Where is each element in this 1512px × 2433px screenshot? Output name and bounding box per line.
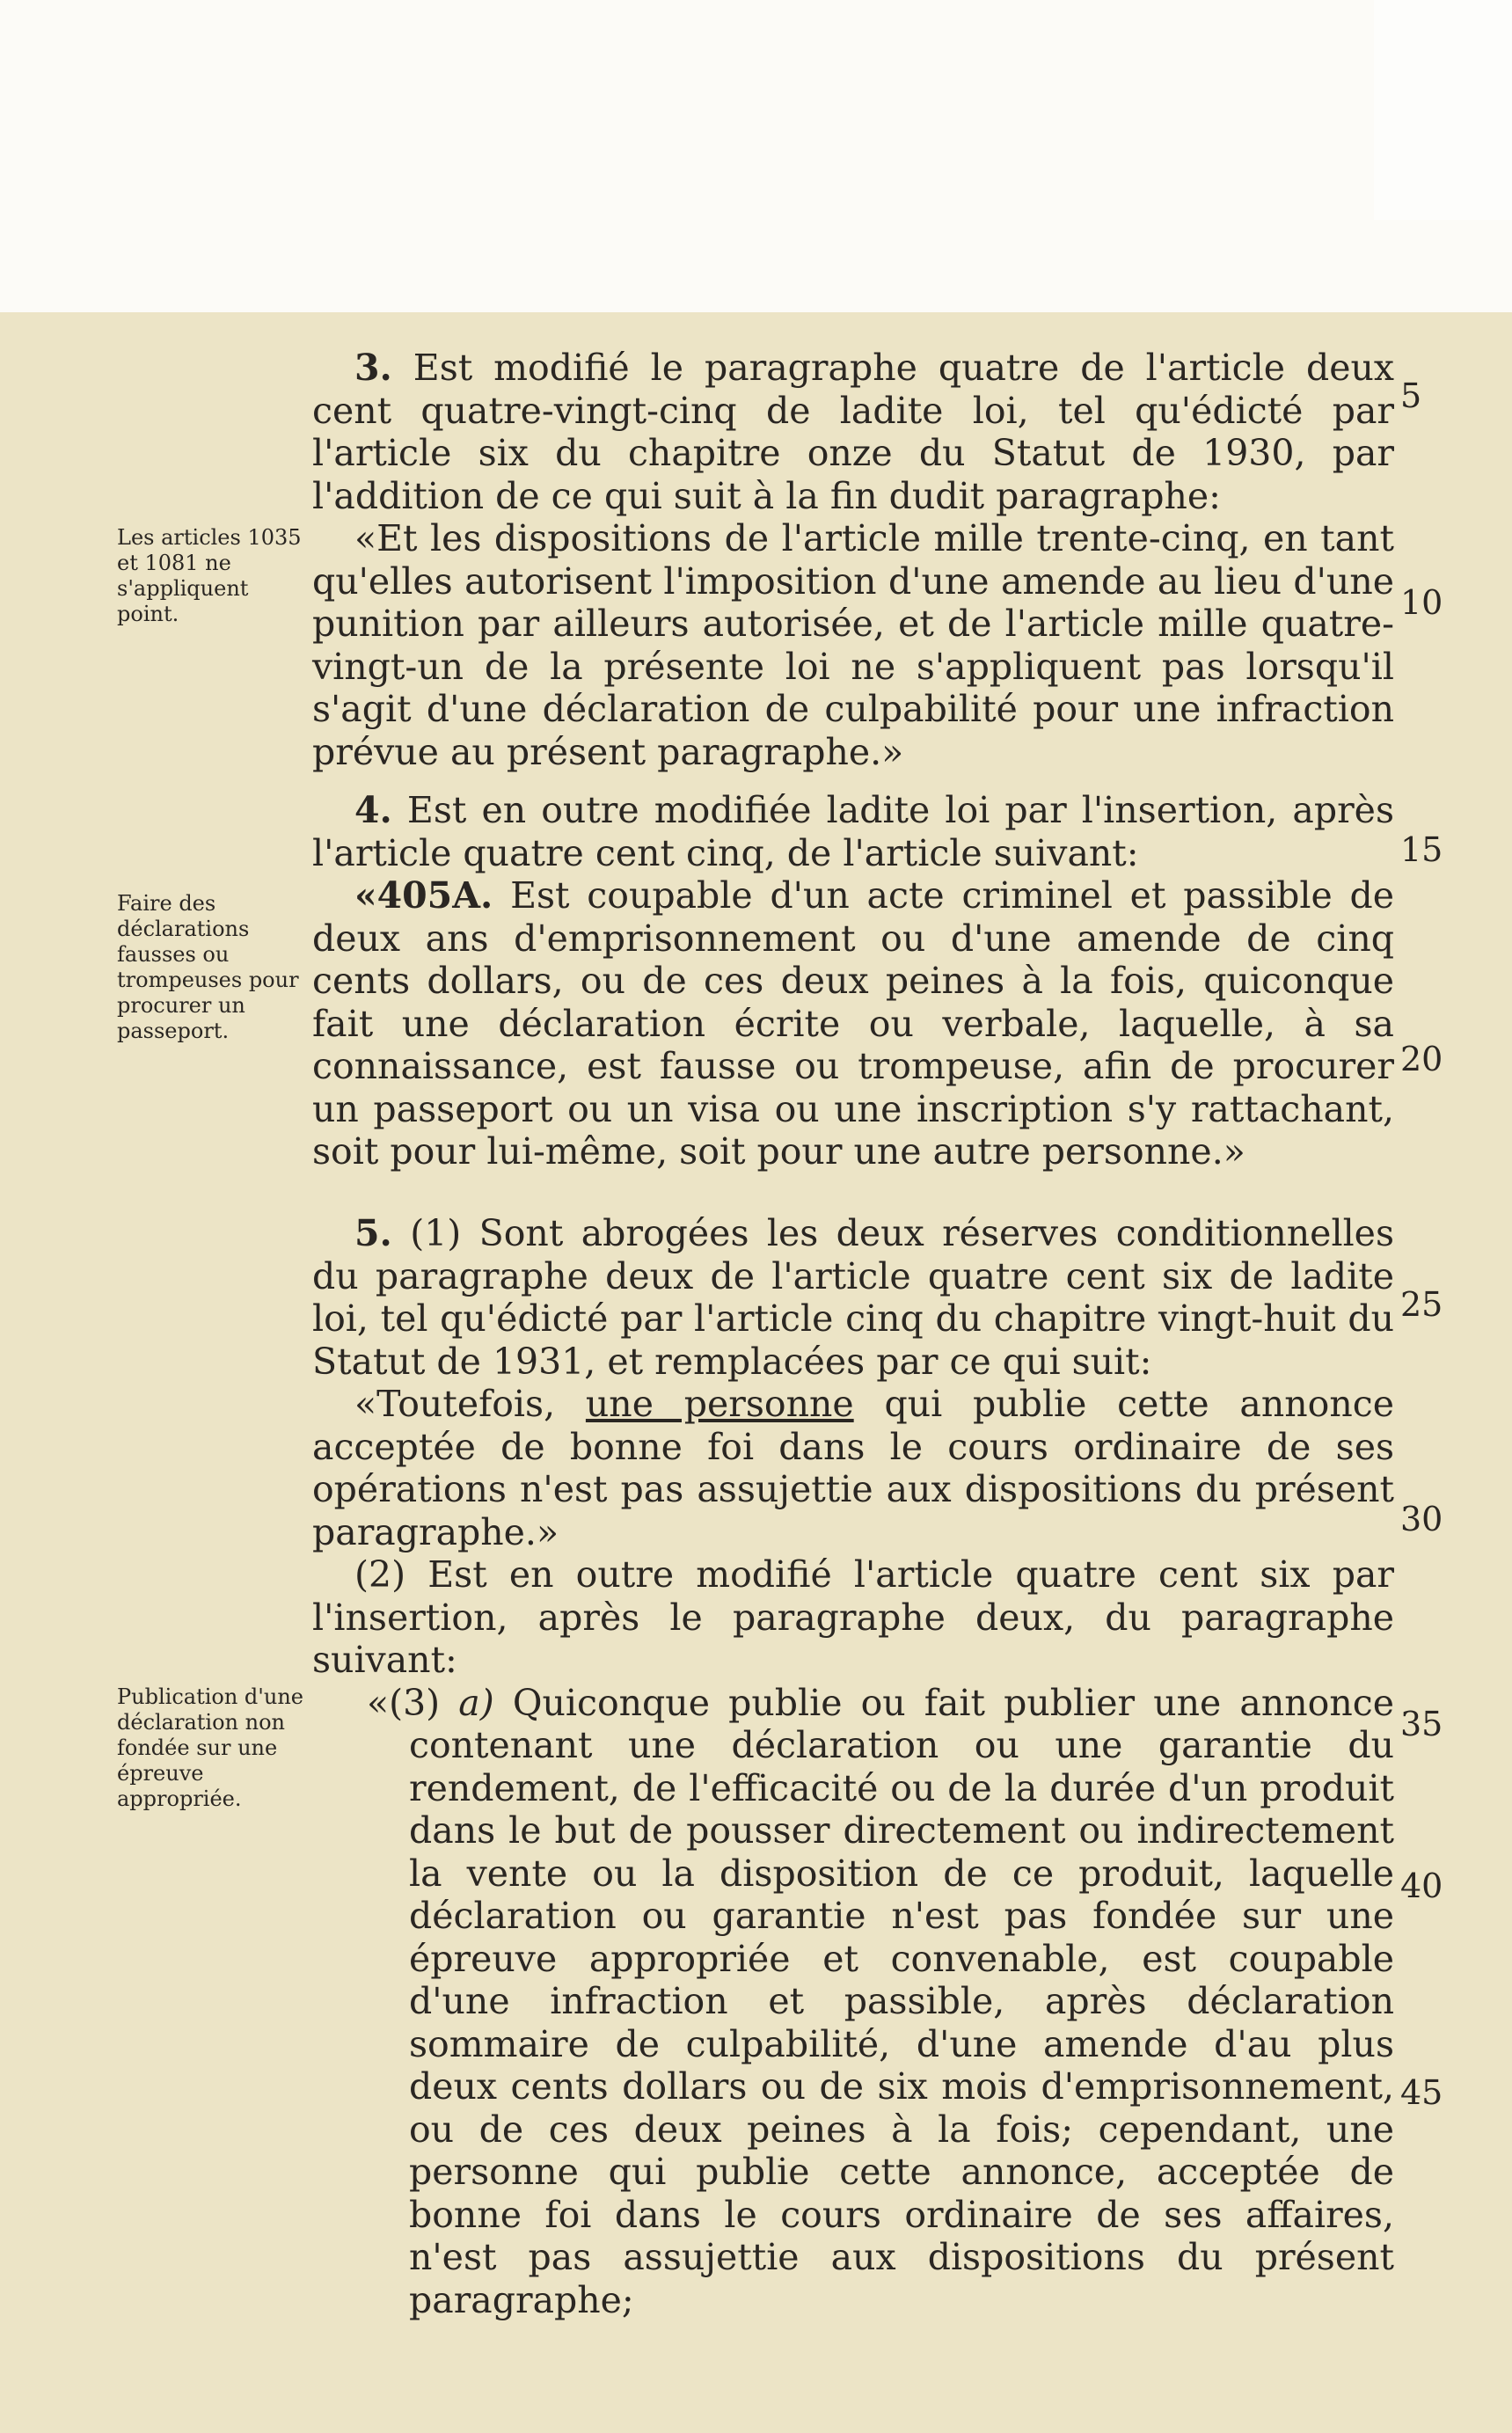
section-text: (1) Sont abrogées les deux réserves conditionnelles du paragraphe deux de l'article quatre cent six de ladite loi, tel qu'édicté par l'article cinq du chapitre vingt-huit du Statut de 1931, et remplacées par ce qui suit: <box>312 1212 1394 1383</box>
section-number: 5. <box>354 1212 392 1254</box>
section-5-p1 <box>312 1212 1394 1383</box>
subparagraph-text: Quiconque publie ou fait publier une annonce contenant une déclaration ou une garantie du rendement, de l'efficacité ou de la durée d'un produit dans le but de pousser directement ou indirectement la vente ou la disposition de ce produit, laquelle déclaration ou garantie n'est pas fondée sur une épreuve appropriée et convenable, est coupable d'une infraction et passible, après déclaration sommaire de culpabilité, d'une amende d'au plus deux cents dollars ou de six mois d'emprisonnement, ou de ces deux peines à la fois; cependant, une personne qui publie cette annonce, acceptée de bonne foi dans le cours ordinaire de ses affaires, n'est pas assujettie aux dispositions du présent paragraphe; <box>409 1681 1394 2321</box>
section-3-intro <box>312 347 1394 517</box>
quote-text: qui publie cette annonce acceptée de bonne foi dans le cours ordinaire de ses opérations n'est pas assujettie aux dispositions du présent paragraphe.» <box>312 1383 1394 1553</box>
sidenote-passeport: Faire des déclarations fausses ou trompeuses pour procurer un passeport. <box>117 891 299 1043</box>
section-number: 3. <box>354 347 392 389</box>
subparagraph-number: «(3) <box>367 1681 441 1724</box>
sidenote-articles-1035-1081: Les articles 1035 et 1081 ne s'appliquent point. <box>117 525 302 626</box>
line-number: 5 <box>1400 376 1422 415</box>
article-number: «405A. <box>354 874 493 917</box>
line-number: 35 <box>1400 1705 1443 1743</box>
page-top-margin <box>0 0 1512 312</box>
section-number: 4. <box>354 789 392 831</box>
section-5-quote1 <box>312 1383 1394 1553</box>
section-4-quote <box>312 874 1394 1173</box>
quote-underlined: une personne <box>585 1383 854 1425</box>
line-number: 40 <box>1400 1867 1443 1905</box>
section-3-quote: «Et les dispositions de l'article mille trente-cinq, en tant qu'elles autorisent l'imposition d'une amende au lieu d'une punition par ailleurs autorisée, et de l'article mille quatre-vingt-un de la présente loi ne s'appliquent pas lorsqu'il s'agit d'une déclaration de culpabilité pour une infraction prévue au présent paragraphe.» <box>312 517 1394 773</box>
section-4 <box>312 789 1394 1173</box>
line-number: 45 <box>1400 2073 1443 2112</box>
quote-text: «Toutefois, <box>354 1383 556 1425</box>
section-3 <box>312 347 1394 773</box>
subparagraph-letter: a) <box>458 1681 494 1724</box>
section-5-p2: (2) Est en outre modifié l'article quatre cent six par l'insertion, après le paragraphe deux, du paragraphe suivant: <box>312 1553 1394 1681</box>
line-number: 10 <box>1400 583 1443 622</box>
sidenote-publication: Publication d'une déclaration non fondée sur une épreuve appropriée. <box>117 1684 304 1811</box>
section-text: Est modifié le paragraphe quatre de l'article deux cent quatre-vingt-cinq de ladite loi, tel qu'édicté par l'article six du chapitre onze du Statut de 1930, par l'addition de ce qui suit à la fin dudit paragraphe: <box>312 347 1394 517</box>
article-text: Est coupable d'un acte criminel et passible de deux ans d'emprisonnement ou d'une amende de cinq cents dollars, ou de ces deux peines à la fois, quiconque fait une déclaration écrite ou verbale, laquelle, à sa connaissance, est fausse ou trompeuse, afin de procurer un passeport ou un visa ou une inscription s'y rattachant, soit pour lui-même, soit pour une autre personne.» <box>312 874 1394 1173</box>
line-number: 25 <box>1400 1285 1443 1324</box>
section-5-subparagraph-3 <box>312 1682 1394 2322</box>
line-number: 30 <box>1400 1500 1443 1538</box>
section-5 <box>312 1212 1394 2321</box>
line-number: 20 <box>1400 1040 1443 1078</box>
section-4-intro <box>312 789 1394 874</box>
section-text: Est en outre modifiée ladite loi par l'insertion, après l'article quatre cent cinq, de l'article suivant: <box>312 789 1394 874</box>
page-edge <box>1374 0 1512 220</box>
line-number: 15 <box>1400 830 1443 869</box>
